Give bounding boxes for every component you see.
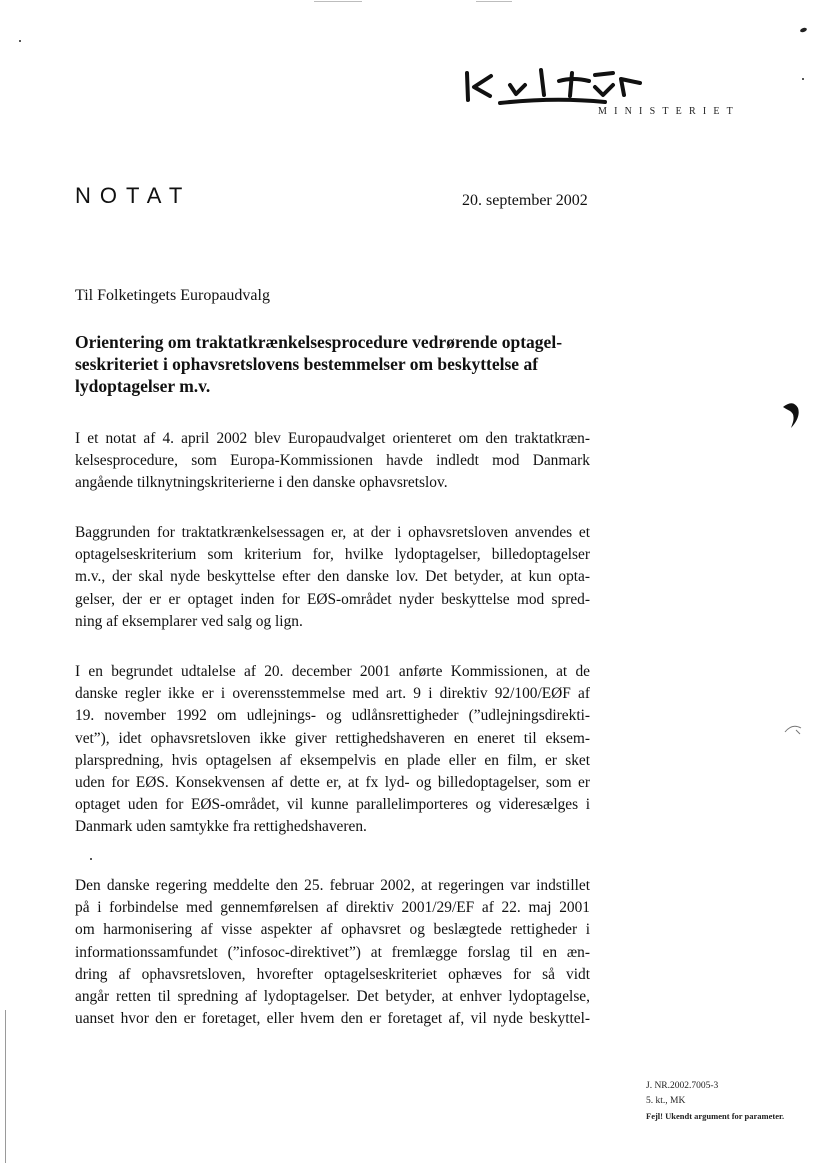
- paragraph-line: 19. november 1992 om udlejnings- og udlånsrettigheder (”udlejningsdirekti-: [75, 707, 590, 725]
- paragraph-line: angår retten til spredning af lydoptagelser. Det betyder, at enhver lydoptagelse,: [75, 987, 590, 1005]
- recipient-line: Til Folketingets Europaudvalg: [75, 287, 270, 304]
- paragraph-line: plarspredning, hvis optagelsen af eksempelvis en plade eller en film, er sket: [75, 751, 590, 769]
- scan-speck: [802, 78, 804, 80]
- journal-number: J. NR.2002.7005-3: [646, 1081, 719, 1091]
- field-error-note: Fejl! Ukendt argument for parameter.: [646, 1111, 785, 1121]
- paragraph-line: Baggrunden for traktatkrænkelsessagen er, at der i ophavsretsloven anvendes et: [75, 524, 590, 541]
- scan-edge-line: [314, 1, 362, 2]
- office-code: 5. kt., MK: [646, 1096, 686, 1106]
- document-reference-block: [646, 1079, 784, 1124]
- document-type-title: NOTAT: [75, 183, 192, 208]
- paragraph-line: Danmark uden samtykke fra rettighedshaveren.: [75, 818, 367, 836]
- body-paragraph: [75, 522, 590, 633]
- punch-hole-mark: [780, 400, 806, 430]
- body-paragraph: [75, 875, 590, 1030]
- scan-speck: [800, 27, 808, 33]
- scan-mark: [782, 722, 808, 740]
- paragraph-line: I en begrundet udtalelse af 20. december 2001 anførte Kommissionen, at de: [75, 663, 590, 680]
- scan-edge-line: [5, 1010, 6, 1163]
- paragraph-line: kelsesprocedure, som Europa-Kommissionen havde indledt mod Danmark: [75, 452, 590, 470]
- paragraph-line: uden for EØS. Konsekvensen af dette er, at fx lyd- og billedoptagelser, som er: [75, 773, 590, 791]
- paragraph-line: optaget uden for EØS-området, vil kunne parallelimporteres og videresælges i: [75, 796, 590, 814]
- subject-heading: [75, 331, 595, 397]
- ministry-label: MINISTERIET: [598, 106, 740, 117]
- paragraph-line: på i forbindelse med gennemførelsen af direktiv 2001/29/EF af 22. maj 2001: [75, 899, 590, 917]
- paragraph-line: gelser, der er er optaget inden for EØS-området nyder beskyttelse mod spred-: [75, 590, 590, 608]
- paragraph-line: dring af ophavsretsloven, hvorefter optagelseskriteriet ophæves for så vidt: [75, 965, 590, 983]
- scan-edge-line: [476, 1, 512, 2]
- paragraph-line: vet”), idet ophavsretsloven ikke giver rettighedshaveren en eneret til eksem-: [75, 729, 590, 747]
- heading-line: Orientering om traktatkrænkelsesprocedure vedrørende optagel-: [75, 332, 563, 352]
- body-paragraph: [75, 661, 590, 839]
- kultur-signature-logo: [455, 60, 660, 108]
- paragraph-line: Den danske regering meddelte den 25. februar 2002, at regeringen var indstillet: [75, 877, 590, 894]
- paragraph-line: optagelseskriterium som kriterium for, hvilke lydoptagelser, billedoptagelser: [75, 546, 590, 564]
- paragraph-line: informationssamfundet (”infosoc-direktivet”) at fremlægge forslag til en æn-: [75, 943, 590, 961]
- body-paragraph: [75, 428, 590, 495]
- scan-speck: [19, 40, 21, 42]
- paragraph-line: om harmonisering af visse aspekter af ophavsret og beslægtede rettigheder i: [75, 921, 590, 939]
- paragraph-line: angående tilknytningskriterierne i den danske ophavsretslov.: [75, 474, 448, 492]
- scan-speck: [90, 858, 92, 860]
- paragraph-line: uanset hvor den er foretaget, eller hvem den er foretaget af, vil nyde beskyttel-: [75, 1010, 590, 1028]
- document-date: 20. september 2002: [462, 192, 588, 209]
- heading-line: lydoptagelser m.v.: [75, 376, 211, 396]
- paragraph-line: danske regler ikke er i overensstemmelse med art. 9 i direktiv 92/100/EØF af: [75, 685, 590, 703]
- heading-line: seskriteriet i ophavsretslovens bestemmelser om beskyttelse af: [75, 354, 539, 374]
- paragraph-line: I et notat af 4. april 2002 blev Europaudvalget orienteret om den traktatkræn-: [75, 430, 590, 447]
- paragraph-line: m.v., der skal nyde beskyttelse efter den danske lov. Det betyder, at kun opta-: [75, 568, 590, 586]
- ministry-logo: [455, 60, 660, 108]
- paragraph-line: ning af eksemplarer ved salg og lign.: [75, 612, 303, 630]
